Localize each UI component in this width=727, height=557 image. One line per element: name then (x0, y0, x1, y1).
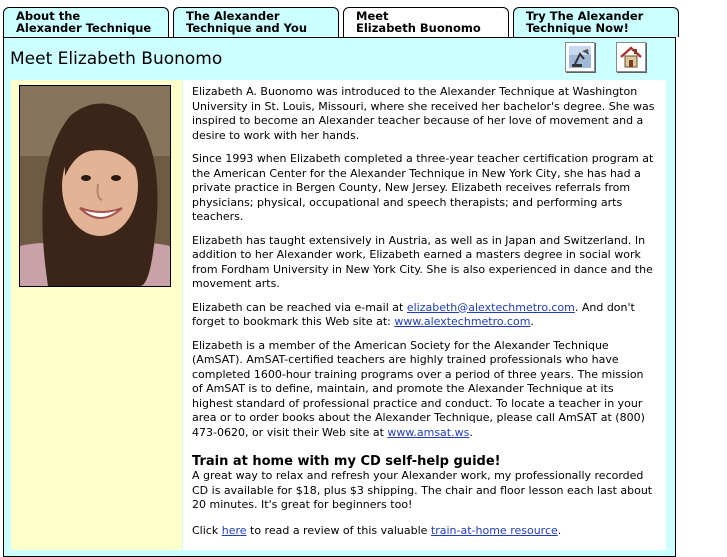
home-icon[interactable] (616, 42, 646, 72)
contact-text-before: Elizabeth can be reached via e-mail at (192, 300, 407, 314)
tab-about-the-technique[interactable]: About the Alexander Technique (3, 7, 169, 37)
contact-text-after: . (530, 315, 534, 328)
tab-bar (3, 7, 679, 38)
bio-paragraph-contact (192, 301, 657, 330)
review-text-middle: to read a review of this valuable (246, 523, 431, 537)
contact-text-middle: . And don't forget to bookmark this Web site at: (192, 300, 635, 328)
bio-paragraph-amsat (192, 339, 657, 441)
amsat-text: Elizabeth is a member of the American Society for the Alexander Technique (AmSAT). AmSAT-certified teachers are highly trained professionals who have completed 1600-hour training programs over a period of three years. The mission of AmSAT is to define, maintain, and promote the Alexander Technique at its highest standard of professional practice and conduct. To locate a teacher in your area or to order books about the Alexander Technique, please call AmSAT at (800) 473-0620, or visit their Web site at (192, 338, 645, 439)
review-text-before: Click (192, 523, 222, 537)
cd-review-line (192, 524, 657, 539)
review-here-link[interactable]: here (221, 523, 247, 537)
train-at-home-link[interactable]: train-at-home resource (430, 523, 558, 537)
bio-content (192, 85, 657, 547)
cd-description: A great way to relax and refresh your Alexander work, my professionally recorded CD is available for $18, plus $3 shipping. The chair and floor lesson each last about 20 minutes. It's great for beginners too! (192, 469, 653, 511)
page-title: Meet Elizabeth Buonomo (10, 49, 223, 69)
bio-paragraph-practice: Since 1993 when Elizabeth completed a three-year teacher certification program at the American Center for the Alexander Technique in New York City, she has had a private practice in Bergen County, New Jersey. Elizabeth receives referrals from physicians; physical, occupational and speech therapists; and performing arts teachers. (192, 152, 654, 223)
tab-try-the-technique[interactable]: Try The Alexander Technique Now! (513, 7, 679, 37)
amsat-text-after: . (469, 425, 473, 439)
email-link[interactable]: elizabeth@alextechmetro.com (406, 300, 575, 314)
tab-technique-and-you[interactable]: The Alexander Technique and You (173, 7, 339, 37)
bio-paragraph-experience: Elizabeth has taught extensively in Austria, as well as in Japan and Switzerland. In addition to her Alexander work, Elizabeth earned a masters degree in social work from Fordham University in New York City. She is also experienced in dance and the movement arts. (192, 233, 653, 290)
review-text-after: . (557, 523, 562, 537)
tab-meet-elizabeth[interactable]: Meet Elizabeth Buonomo (343, 7, 509, 38)
cd-heading: Train at home with my CD self-help guide! (192, 454, 501, 469)
bio-paragraph-intro: Elizabeth A. Buonomo was introduced to the Alexander Technique at Washington University in St. Louis, Missouri, where she received her bachelor's degree. She was inspired to become an Alexander teacher because of her love of movement and a desire to work with her hands. (192, 85, 655, 142)
website-link[interactable]: www.alextechmetro.com (394, 315, 531, 328)
portrait-photo (19, 85, 171, 287)
amsat-link[interactable]: www.amsat.ws (387, 425, 470, 439)
desk-lamp-icon[interactable] (565, 42, 595, 72)
